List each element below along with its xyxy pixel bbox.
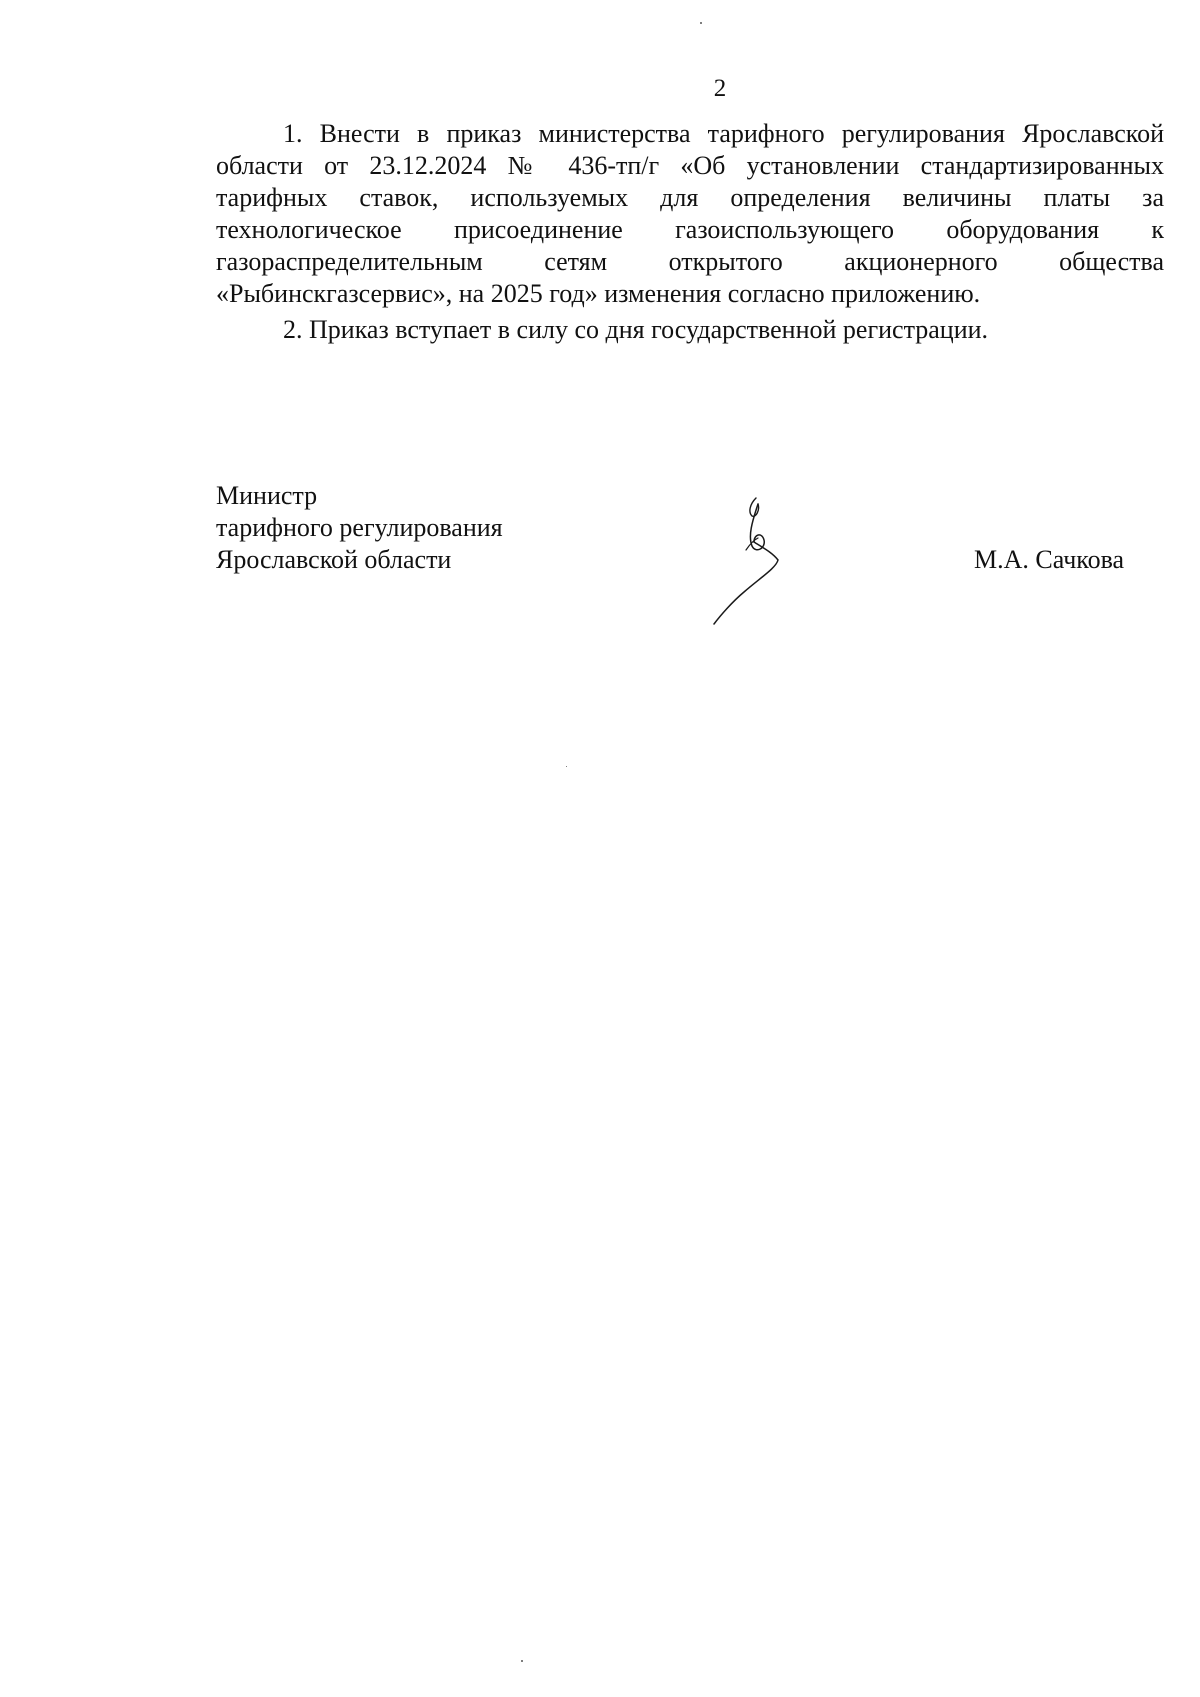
position-line-ministry: тарифного регулирования: [216, 513, 503, 542]
handwritten-signature-icon: [700, 488, 820, 638]
order-item-1: 1. Внести в приказ министерства тарифного регулирования Ярославской области от 23.12.2024 № 436-тп/г «Об установлении стандартизированных тарифных ставок, используемых для определения величины платы за технологическое присоединение газоиспользующего оборудования к газораспределительным сетям открытого акционерного общества «Рыбинскгазсервис», на 2025 год» изменения согласно приложению.: [216, 119, 1164, 308]
position-line-region: Ярославской области: [216, 545, 452, 574]
scan-speck: [700, 22, 702, 24]
order-item-2: 2. Приказ вступает в силу со дня государственной регистрации.: [283, 315, 989, 344]
order-body: [216, 118, 1164, 346]
signatory-position: [216, 480, 503, 576]
position-line-title: Министр: [216, 481, 318, 510]
scan-speck: [521, 1660, 523, 1662]
scan-speck: [566, 766, 567, 767]
page-number: 2: [713, 75, 727, 102]
signer-name: М.А. Сачкова: [974, 545, 1125, 574]
